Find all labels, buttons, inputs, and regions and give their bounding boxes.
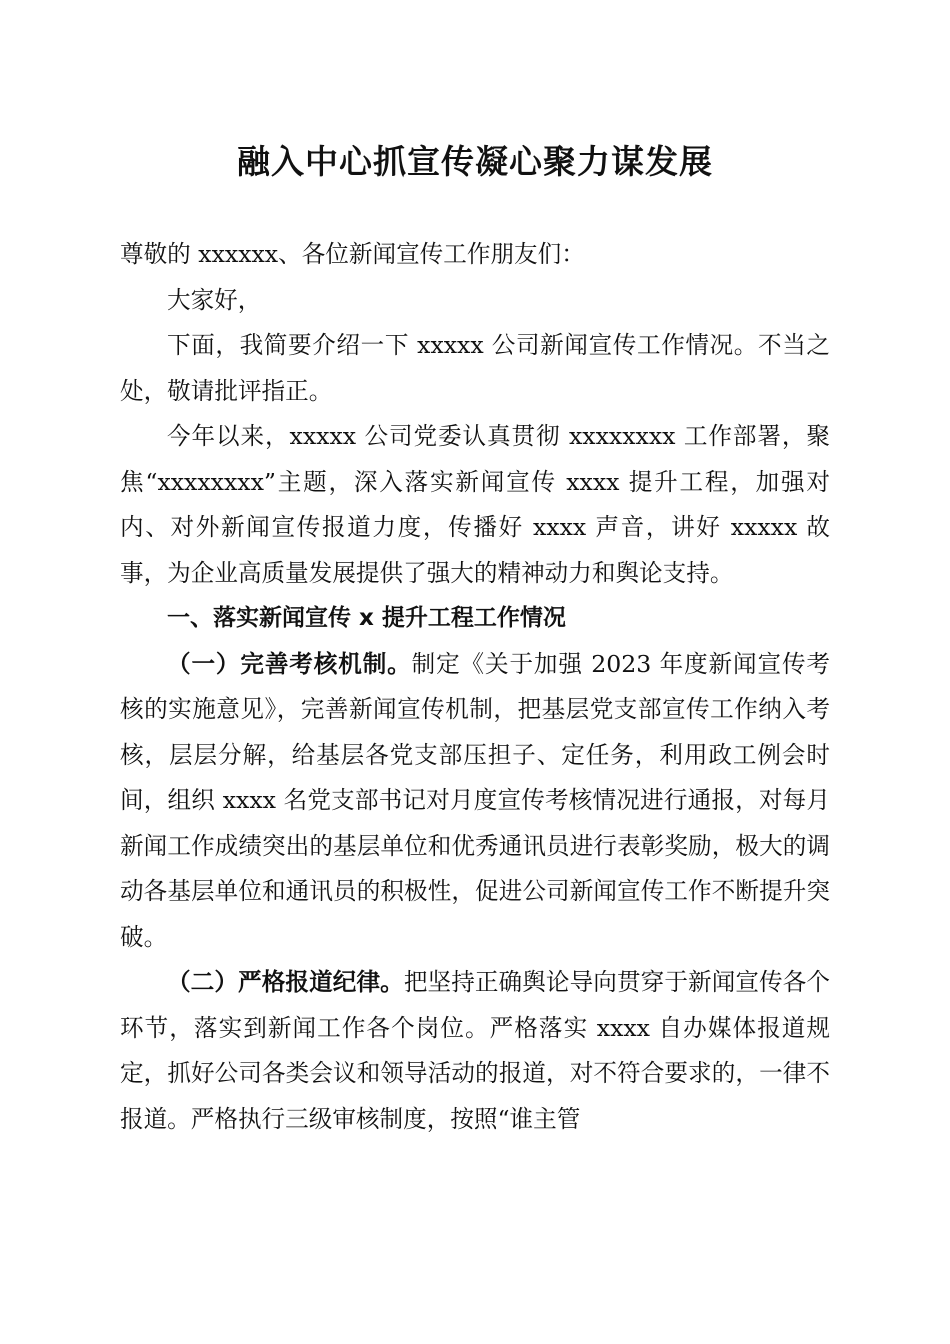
overview-paragraph: 今年以来，xxxxx 公司党委认真贯彻 xxxxxxxx 工作部署，聚焦“xxxxxxxx”主题，深入落实新闻宣传 xxxx 提升工程，加强对内、对外新闻宣传报道力度，传播好 xxxx 声音，讲好 xxxxx 故事，为企业高质量发展提供了强大的精神动力和舆论支持。: [120, 422, 830, 587]
item-paragraph-2: [120, 960, 830, 1142]
item-text-1: 制定《关于加强 2023 年度新闻宣传考核的实施意见》，完善新闻宣传机制，把基层党支部宣传工作纳入考核，层层分解，给基层各党支部压担子、定任务，利用政工例会时间，组织 xxxx 名党支部书记对月度宣传考核情况进行通报，对每月新闻工作成绩突出的基层单位和优秀通讯员进行表彰奖励，极大的调动各基层单位和通讯员的积极性，促进公司新闻宣传工作不断提升突破。: [120, 649, 831, 951]
document-body: [120, 232, 830, 1142]
greeting: 大家好，: [167, 285, 262, 314]
item-label-1: （一）完善考核机制。: [167, 649, 412, 678]
document-title: 融入中心抓宣传凝心聚力谋发展: [237, 142, 713, 181]
salutation: 尊敬的 xxxxxx、各位新闻宣传工作朋友们：: [120, 240, 585, 268]
item-paragraph-1: [120, 642, 830, 961]
item-label-2: （二）严格报道纪律。: [167, 968, 404, 996]
intro-paragraph: 下面，我简要介绍一下 xxxxx 公司新闻宣传工作情况。不当之处，敬请批评指正。: [120, 331, 830, 405]
section-heading-1: 一、落实新闻宣传 x 提升工程工作情况: [167, 605, 566, 631]
item-text-2: 把坚持正确舆论导向贯穿于新闻宣传各个环节，落实到新闻工作各个岗位。严格落实 xxxx 自办媒体报道规定，抓好公司各类会议和领导活动的报道，对不符合要求的，一律不报道。严格执行三级审核制度，按照“谁主管: [120, 968, 831, 1133]
